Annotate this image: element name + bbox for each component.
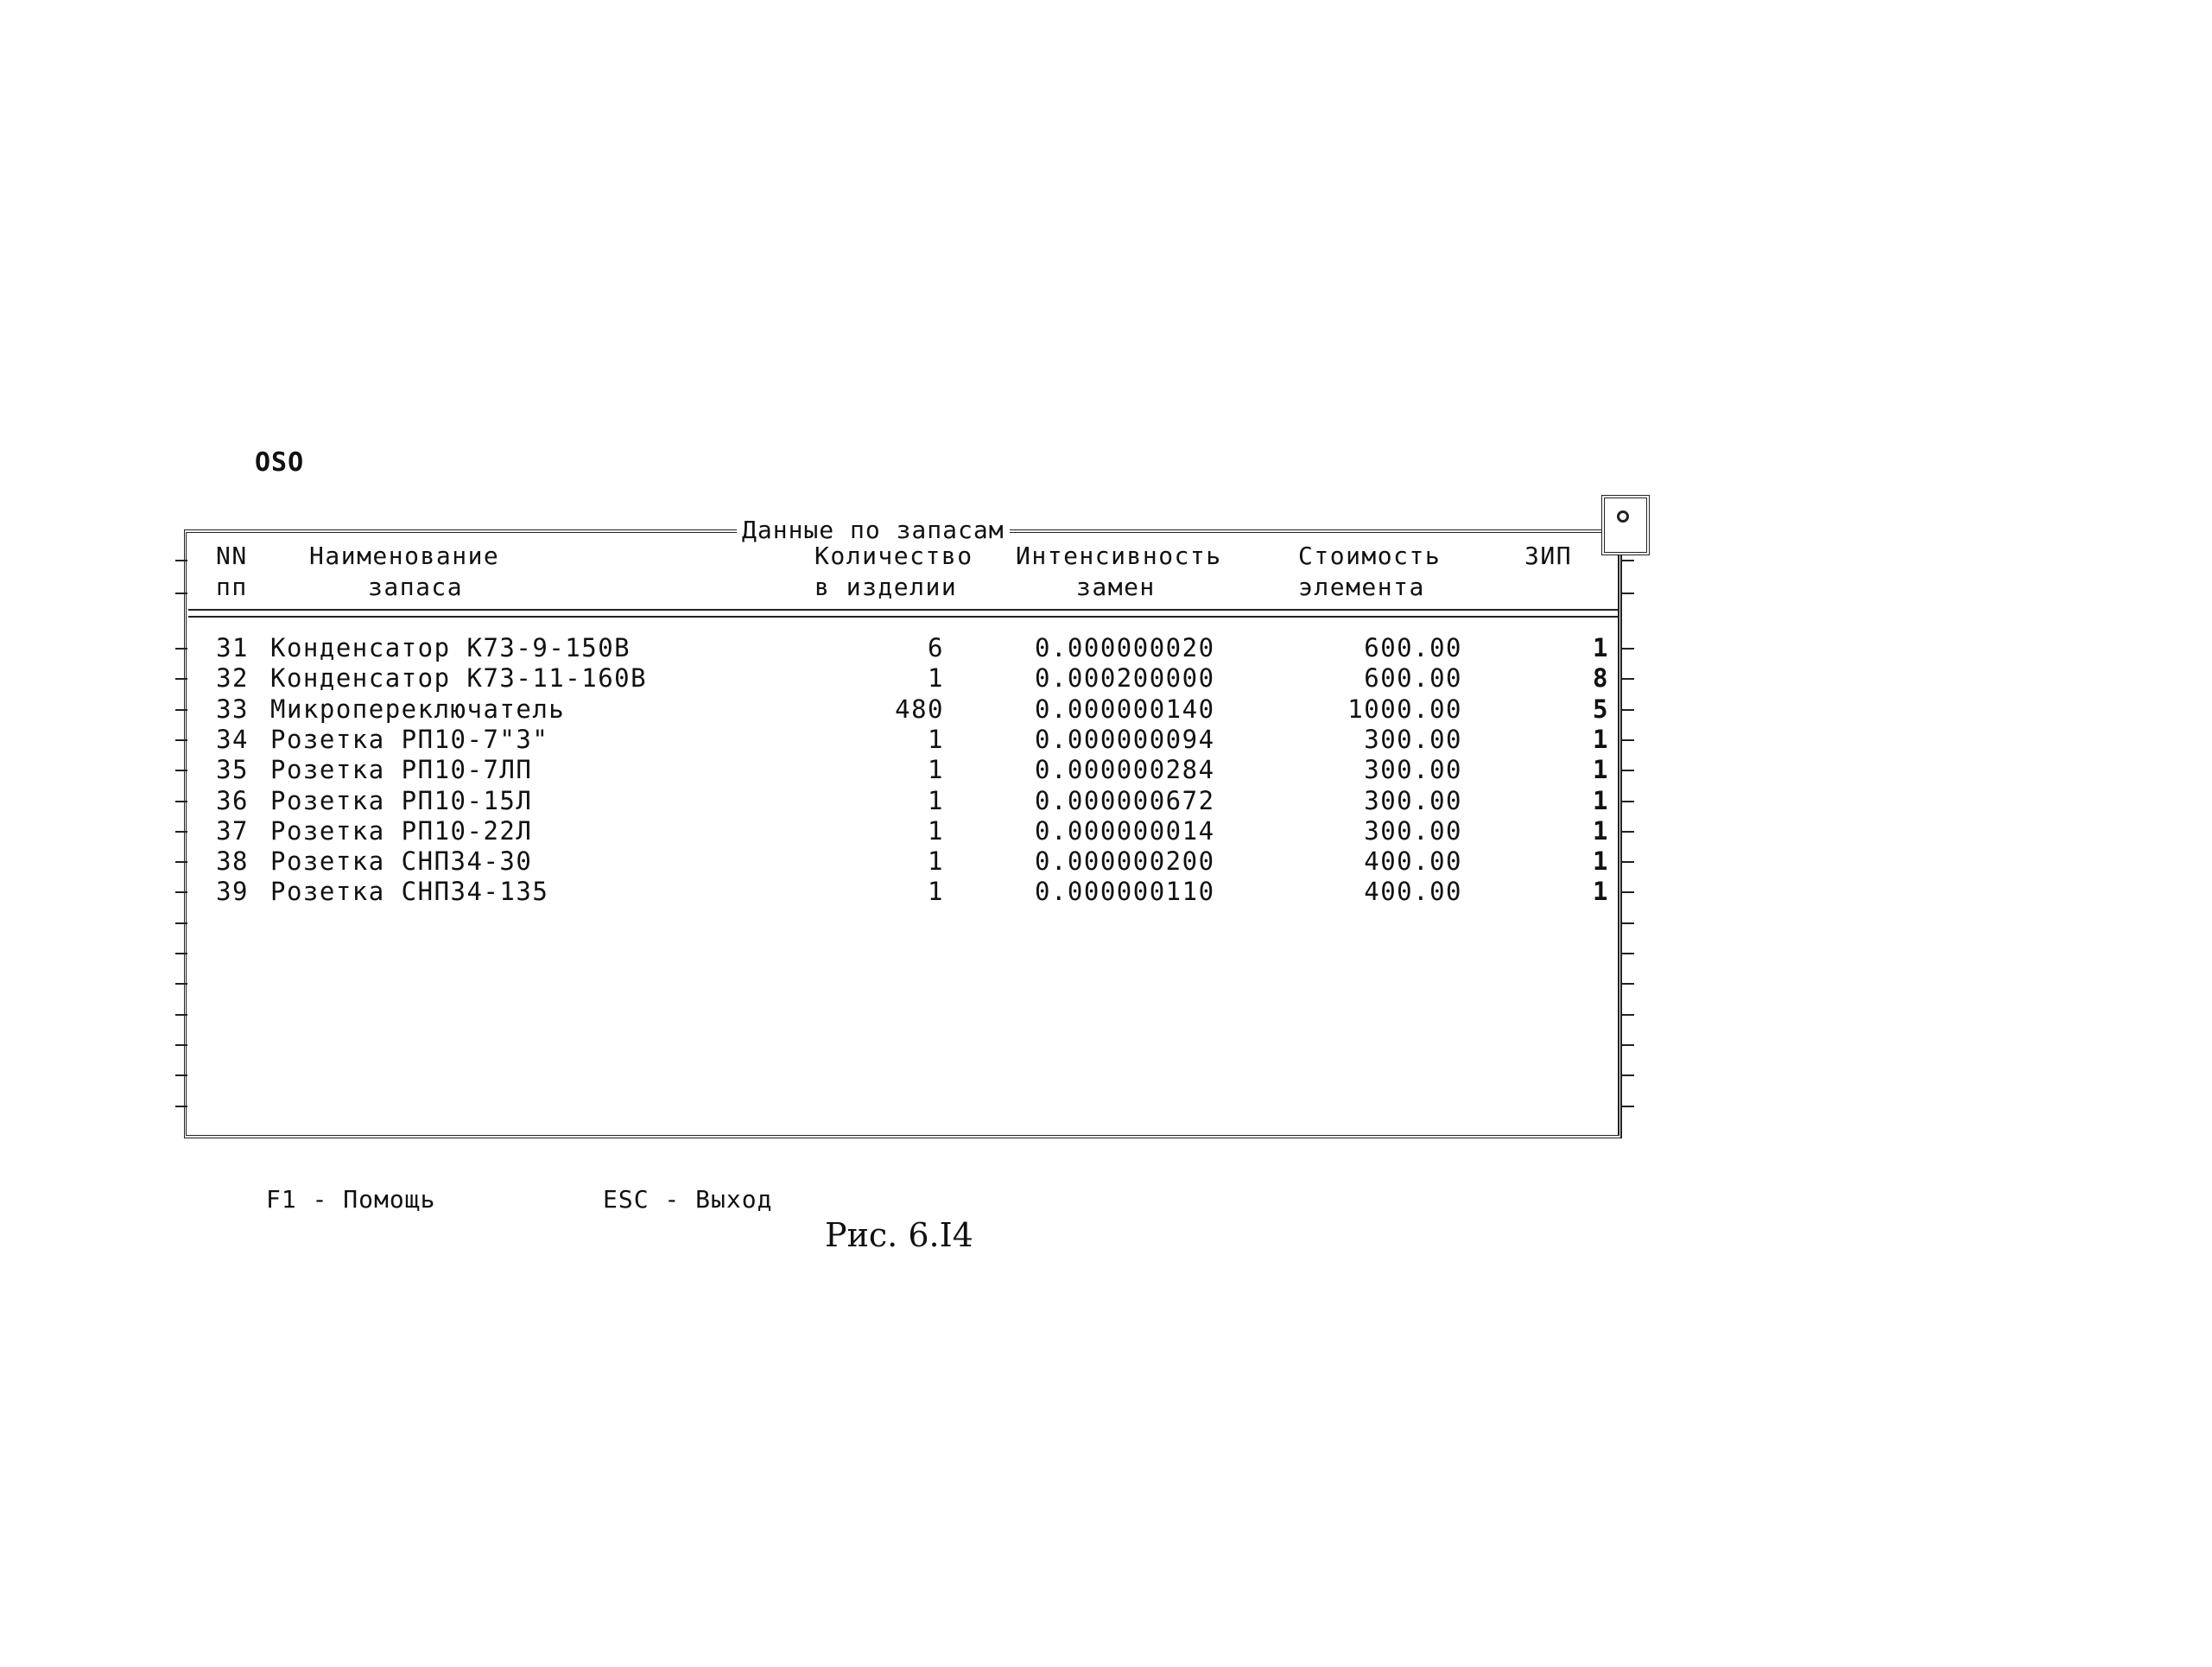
frame-tick <box>1622 953 1634 954</box>
cell-qty: 1 <box>928 877 944 907</box>
exit-hint[interactable]: ESC - Выход <box>603 1185 773 1214</box>
frame-tick <box>175 709 187 711</box>
cell-zip: 1 <box>1593 724 1609 754</box>
cell-intensity: 0.000000140 <box>1035 694 1215 724</box>
frame-tick <box>1622 560 1634 561</box>
cell-cost: 400.00 <box>1364 877 1462 907</box>
table-row[interactable] <box>184 816 1622 846</box>
table-row[interactable] <box>184 877 1622 907</box>
cell-zip: 1 <box>1593 815 1609 846</box>
col-int-header-1: Интенсивность <box>1016 542 1222 570</box>
cell-intensity: 0.000000020 <box>1035 633 1215 662</box>
cell-cost: 300.00 <box>1364 755 1462 785</box>
cell-intensity: 0.000000284 <box>1035 755 1215 785</box>
screen-label: OSO <box>255 447 305 478</box>
cell-name: Конденсатор К73-9-150В <box>270 633 631 662</box>
cell-qty: 1 <box>928 755 944 785</box>
cell-nn: 36 <box>216 785 249 815</box>
col-int-header-2: замен <box>1076 573 1156 601</box>
frame-tick <box>1622 1074 1634 1076</box>
cell-zip: 1 <box>1593 785 1609 815</box>
frame-tick <box>175 891 187 893</box>
cell-nn: 39 <box>216 877 249 907</box>
frame-tick <box>1622 593 1634 594</box>
cell-name: Розетка СНП34-135 <box>270 877 549 907</box>
cell-zip: 8 <box>1593 663 1609 694</box>
window-close-icon[interactable] <box>1601 495 1650 555</box>
cell-name: Розетка СНП34-30 <box>270 846 533 877</box>
table-row[interactable] <box>184 663 1622 694</box>
frame-tick <box>1622 1044 1634 1046</box>
table-row[interactable] <box>184 786 1622 816</box>
col-nn-header-2: пп <box>216 573 248 601</box>
frame-tick <box>1622 922 1634 924</box>
table-row[interactable] <box>184 633 1622 663</box>
cell-nn: 34 <box>216 724 249 754</box>
cell-zip: 1 <box>1593 846 1609 877</box>
figure-caption: Рис. 6.I4 <box>825 1216 973 1254</box>
reserves-window <box>184 516 1622 1138</box>
frame-tick <box>175 770 187 771</box>
cell-qty: 6 <box>928 633 944 662</box>
table-row[interactable] <box>184 725 1622 755</box>
cell-intensity: 0.000000094 <box>1035 724 1215 754</box>
cell-intensity: 0.000000014 <box>1035 815 1215 846</box>
frame-tick <box>1622 770 1634 771</box>
frame-tick <box>1622 801 1634 802</box>
col-name-header-2: запаса <box>368 573 464 601</box>
col-qty-header-2: в изделии <box>814 573 958 601</box>
cell-cost: 300.00 <box>1364 724 1462 754</box>
cell-name: Розетка РП10-15Л <box>270 785 533 815</box>
cell-cost: 400.00 <box>1364 846 1462 877</box>
col-name-header-1: Наименование <box>309 542 500 570</box>
frame-tick <box>175 983 187 985</box>
cell-zip: 1 <box>1593 755 1609 785</box>
cell-zip: 1 <box>1593 633 1609 662</box>
cell-zip: 5 <box>1593 694 1609 724</box>
cell-qty: 1 <box>928 724 944 754</box>
cell-intensity: 0.000200000 <box>1035 663 1215 694</box>
frame-tick <box>1622 861 1634 863</box>
frame-tick <box>175 953 187 954</box>
frame-tick <box>1622 678 1634 680</box>
help-hint[interactable]: F1 - Помощь <box>266 1185 436 1214</box>
frame-tick <box>175 678 187 680</box>
cell-cost: 600.00 <box>1364 663 1462 694</box>
cell-cost: 1000.00 <box>1347 694 1462 724</box>
frame-tick <box>1622 983 1634 985</box>
cell-intensity: 0.000000110 <box>1035 877 1215 907</box>
frame-tick <box>1622 891 1634 893</box>
frame-tick <box>175 831 187 833</box>
frame-tick <box>1622 739 1634 741</box>
frame-tick <box>175 801 187 802</box>
cell-name: Конденсатор К73-11-160В <box>270 663 648 694</box>
cell-qty: 1 <box>928 663 944 694</box>
window-title: Данные по запасам <box>737 516 1010 544</box>
frame-tick <box>175 1044 187 1046</box>
cell-nn: 33 <box>216 694 249 724</box>
cell-name: Розетка РП10-22Л <box>270 815 533 846</box>
frame-tick <box>175 648 187 650</box>
frame-tick <box>1622 1106 1634 1107</box>
cell-name: Розетка РП10-7ЛП <box>270 755 533 785</box>
frame-tick <box>175 1074 187 1076</box>
cell-qty: 1 <box>928 846 944 877</box>
cell-zip: 1 <box>1593 877 1609 907</box>
frame-tick <box>175 593 187 594</box>
frame-tick <box>1622 709 1634 711</box>
frame-tick <box>1622 831 1634 833</box>
cell-nn: 37 <box>216 815 249 846</box>
col-qty-header-1: Количество <box>814 542 973 570</box>
cell-qty: 1 <box>928 815 944 846</box>
col-cost-header-2: элемента <box>1298 573 1425 601</box>
frame-tick <box>175 1106 187 1107</box>
cell-name: Микропереключатель <box>270 694 566 724</box>
cell-cost: 600.00 <box>1364 633 1462 662</box>
cell-nn: 31 <box>216 633 249 662</box>
cell-nn: 35 <box>216 755 249 785</box>
col-nn-header-1: NN <box>216 542 248 570</box>
table-row[interactable] <box>184 846 1622 877</box>
table-row[interactable] <box>184 755 1622 785</box>
cell-qty: 480 <box>895 694 944 724</box>
cell-intensity: 0.000000200 <box>1035 846 1215 877</box>
col-cost-header-1: Стоимость <box>1298 542 1442 570</box>
cell-qty: 1 <box>928 785 944 815</box>
cell-cost: 300.00 <box>1364 785 1462 815</box>
close-dot <box>1617 510 1629 523</box>
frame-tick <box>175 739 187 741</box>
col-zip-header: ЗИП <box>1524 542 1573 570</box>
cell-nn: 38 <box>216 846 249 877</box>
frame-tick <box>1622 1014 1634 1016</box>
frame-tick <box>175 560 187 561</box>
frame-tick <box>175 1014 187 1016</box>
cell-nn: 32 <box>216 663 249 694</box>
table-row[interactable] <box>184 694 1622 725</box>
frame-tick <box>175 861 187 863</box>
cell-intensity: 0.000000672 <box>1035 785 1215 815</box>
cell-cost: 300.00 <box>1364 815 1462 846</box>
frame-tick <box>175 922 187 924</box>
cell-name: Розетка РП10-7"3" <box>270 724 549 754</box>
header-separator <box>188 609 1618 618</box>
frame-tick <box>1622 648 1634 650</box>
